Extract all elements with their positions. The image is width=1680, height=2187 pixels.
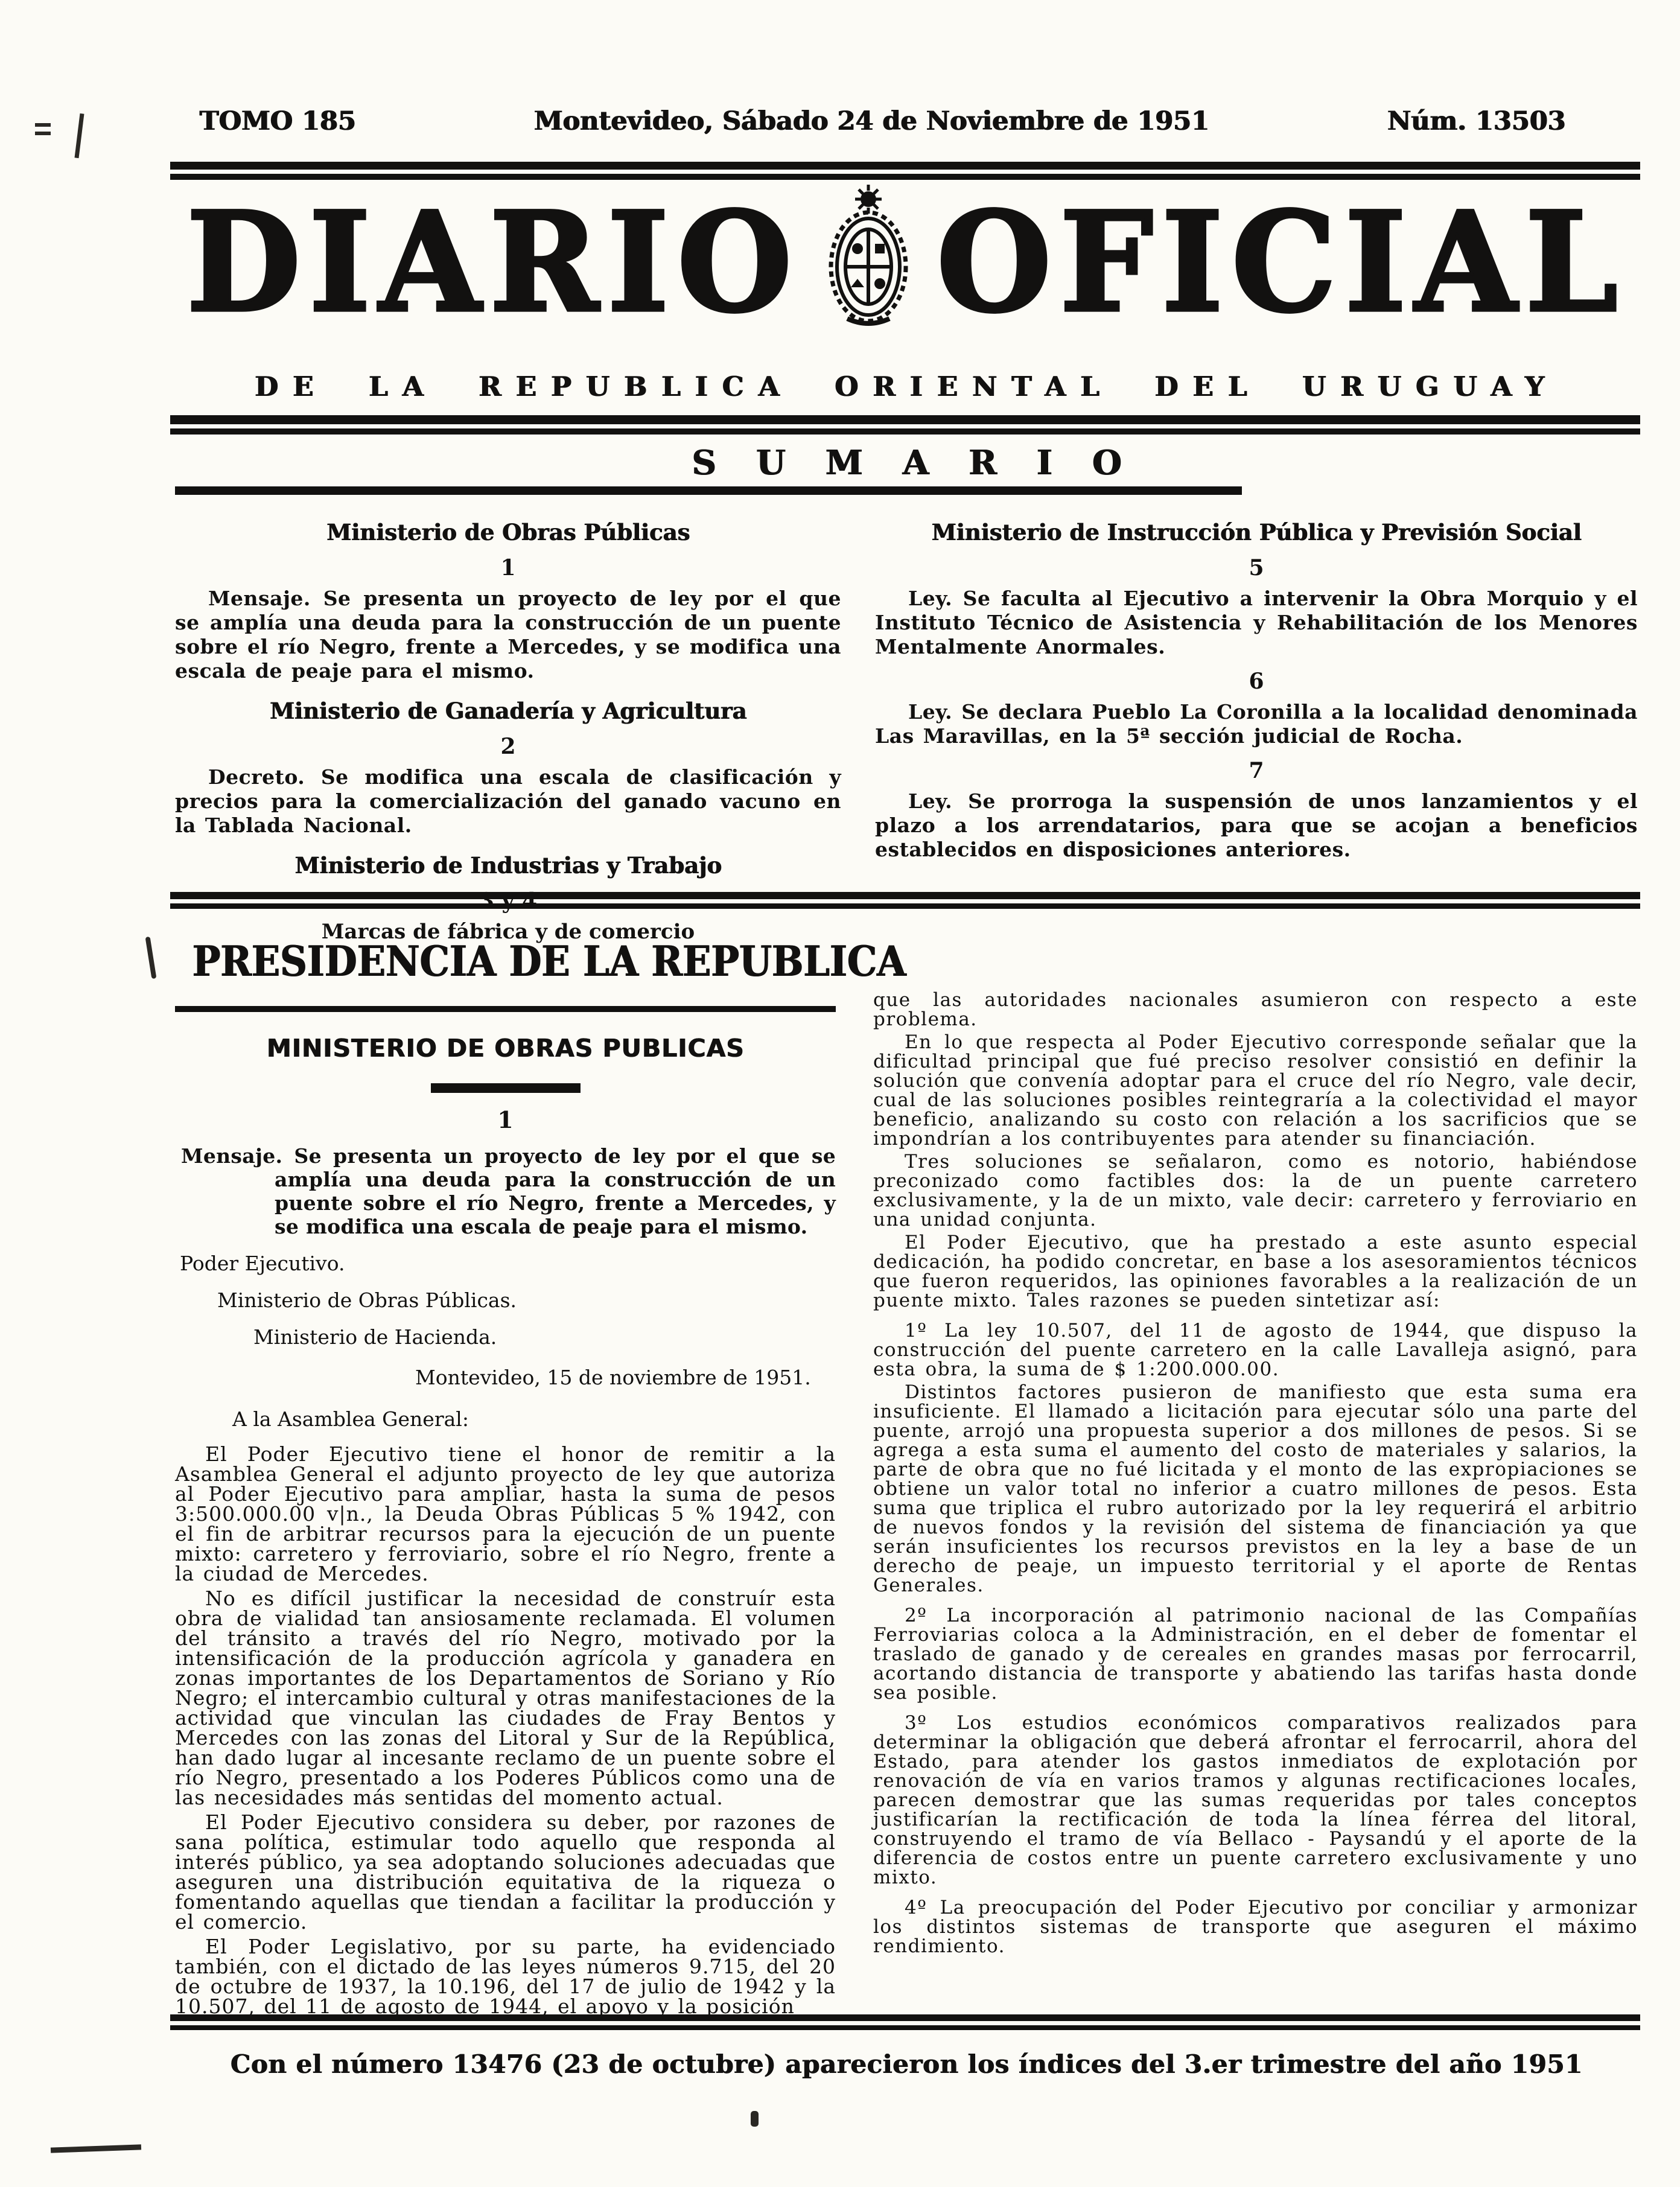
scan-artifact <box>145 937 157 979</box>
scan-artifact <box>751 2111 759 2127</box>
body-paragraph: El Poder Ejecutivo considera su deber, por razones de sana política, estimular todo aquello que responda al interés público, ya sea adoptando soluciones adecuadas que aseguren una distribución equitativa de la riqueza o fomentando aquellas que tiendan a facilitar la producción y el comercio. <box>175 1810 836 1934</box>
masthead-subtitle: DE LA REPUBLICA ORIENTAL DEL URUGUAY <box>254 371 1559 403</box>
summary-entry: Decreto. Se modifica una escala de clasificación y precios para la comercialización del ganado vacuno en la Tablada Nacional. <box>175 765 841 837</box>
horizontal-rule <box>175 486 1242 495</box>
presidencia-title: PRESIDENCIA DE LA REPUBLICA <box>192 937 906 987</box>
masthead-word-right: OFICIAL <box>937 182 1626 343</box>
masthead <box>175 182 1638 343</box>
tomo-label: TOMO 185 <box>199 106 356 136</box>
body-paragraph: No es difícil justificar la necesidad de construír esta obra de vialidad tan ansiosamente reclamada. El volumen del tránsito a través del río Negro, motivado por la intensificación de la producción agrícola y ganadera en zonas importantes de los Departamentos de Soriano y Río Negro; el intercambio cultural y otras manifestaciones de la actividad que vinculan las ciudades de Fray Bentos y Mercedes con las zonas del Litoral y Sur de la República, han dado lugar al incesante reclamo de un puente sobre el río Negro, presentado a los Poderes Públicos como una de las necesidades más sentidas del momento actual. <box>175 1587 836 1809</box>
signature-line: Poder Ejecutivo. <box>180 1252 345 1275</box>
body-paragraph: 2º La incorporación al patrimonio nacional de las Compañías Ferroviarias coloca a la Administración, en el deber de fomentar el traslado de ganado y de cereales en grandes masas por ferrocarril, acortando distancia de transporte y abatiendo las tarifas hasta donde sea posible. <box>873 1605 1638 1704</box>
summary-entry: Ley. Se faculta al Ejecutivo a intervenir la Obra Morquio y el Instituto Técnico de Asistencia y Rehabilitación de los Menores Mentalmente Anormales. <box>875 587 1638 658</box>
horizontal-rule <box>170 415 1640 435</box>
entry-number: 6 <box>1249 669 1264 694</box>
masthead-word-left: DIARIO <box>186 182 801 343</box>
scan-artifact <box>35 123 51 127</box>
entry-number: 3 y 4 <box>479 888 538 914</box>
summary-entry: Marcas de fábrica y de comercio <box>321 920 695 944</box>
summary-entry: Ley. Se declara Pueblo La Coronilla a la localidad denominada Las Maravillas, en la 5ª sección judicial de Rocha. <box>875 700 1638 748</box>
issue-date: Montevideo, Sábado 24 de Noviembre de 1951 <box>533 106 1209 136</box>
mensaje-paragraph: Mensaje. Se presenta un proyecto de ley por el que se amplía una deuda para la construcción de un puente sobre el río Negro, frente a Mercedes, y se modifica una escala de peaje para el mismo. <box>181 1144 836 1238</box>
entry-number: 1 <box>500 555 516 581</box>
entry-number: 2 <box>500 734 516 759</box>
sumario-section <box>175 513 1638 944</box>
ministry-title: MINISTERIO DE OBRAS PUBLICAS <box>266 1034 745 1063</box>
dateline: Montevideo, 15 de noviembre de 1951. <box>415 1366 811 1389</box>
body-paragraph: Tres soluciones se señalaron, como es notorio, habiéndose preconizado como factibles dos: la de un puente carretero exclusivamente, y la de un mixto, vale decir: carretero y ferroviario en una unidad conjunta. <box>873 1151 1638 1230</box>
entry-number: 5 <box>1249 555 1264 581</box>
uruguay-coat-of-arms-icon <box>821 183 916 333</box>
ministry-heading: Ministerio de Industrias y Trabajo <box>294 852 722 879</box>
summary-entry: Ley. Se prorroga la suspensión de unos lanzamientos y el plazo a los arrendatarios, para que se acojan a beneficios establecidos en disposiciones anteriores. <box>875 789 1638 861</box>
column-gap <box>836 932 873 2013</box>
issue-number: Núm. 13503 <box>1387 106 1565 136</box>
entry-number: 7 <box>1249 758 1264 783</box>
signature-line: Ministerio de Hacienda. <box>253 1325 497 1349</box>
body-paragraph: En lo que respecta al Poder Ejecutivo corresponde señalar que la dificultad principal que fué preciso resolver consistió en definir la solución que convenía adoptar para el cruce del río Negro, vale decir, cual de las soluciones posibles reintegraría a la colectividad el mayor beneficio, analizando su costo con relación a los sacrificios que se impondrían a los contribuyentes para atender su financiación. <box>873 1031 1638 1150</box>
horizontal-rule <box>431 1083 581 1093</box>
item-number: 1 <box>497 1106 514 1133</box>
body-paragraph: El Poder Ejecutivo tiene el honor de remitir a la Asamblea General el adjunto proyecto de ley que autoriza al Poder Ejecutivo para ampliar, hasta la suma de pesos 3:500.000.00 v|n., la Deuda Obras Públicas 5 % 1942, con el fin de arbitrar recursos para la ejecución de un puente mixto: carretero y ferroviario, sobre el río Negro, frente a la ciudad de Mercedes. <box>175 1442 836 1585</box>
scan-artifact <box>51 2144 141 2153</box>
footer-note: Con el número 13476 (23 de octubre) aparecieron los índices del 3.er trimestre del año 1951 <box>230 2049 1583 2079</box>
signature-line: Ministerio de Obras Públicas. <box>217 1288 517 1312</box>
sumario-column-left <box>175 513 869 944</box>
horizontal-rule <box>175 1006 836 1012</box>
salutation: A la Asamblea General: <box>232 1407 469 1431</box>
body-paragraph: Distintos factores pusieron de manifiesto que esta suma era insuficiente. El llamado a licitación para ejecutar sólo una parte del puente, arrojó una propuesta superior a dos millones de pesos. Si se agrega a esta suma el aumento del costo de materiales y salarios, la parte de obra que no fué licitada y el monto de las expropiaciones se obtiene un valor total no inferior a cuatro millones de pesos. Esta suma que triplica el rubro autorizado por la ley requerirá el arbitrio de nuevos fondos y la revisión del sistema de financiación ya que serán insuficientes los recursos previstos en la ley a base de un derecho de peaje, un impuesto territorial y el aporte de Rentas Generales. <box>873 1381 1638 1596</box>
horizontal-rule <box>170 892 1640 909</box>
article-section <box>175 932 1638 2018</box>
article-column-left <box>175 932 906 2018</box>
sumario-column-right <box>869 513 1638 881</box>
ministry-heading: Ministerio de Obras Públicas <box>326 519 690 546</box>
scan-artifact <box>75 113 84 158</box>
horizontal-rule <box>170 162 1640 180</box>
body-paragraph: El Poder Ejecutivo, que ha prestado a este asunto especial dedicación, ha podido concretar, en base a los asesoramientos técnicos que fueron requeridos, las opiniones favorables a la realización de un puente mixto. Tales razones se pueden sintetizar así: <box>873 1232 1638 1311</box>
horizontal-rule <box>170 2014 1640 2030</box>
summary-entry: Mensaje. Se presenta un proyecto de ley por el que se amplía una deuda para la construcción de un puente sobre el río Negro, frente a Mercedes, y se modifica una escala de peaje para el mismo. <box>175 587 841 683</box>
article-column-right <box>873 932 1638 2013</box>
ministry-heading: Ministerio de Instrucción Pública y Previsión Social <box>931 519 1582 546</box>
ministry-heading: Ministerio de Ganadería y Agricultura <box>269 698 747 724</box>
body-paragraph: El Poder Legislativo, por su parte, ha evidenciado también, con el dictado de las leyes números 9.715, del 20 de octubre de 1937, la 10.196, del 17 de julio de 1942 y la 10.507, del 11 de agosto de 1944, el apoyo y la posición <box>175 1935 836 2018</box>
body-paragraph: 1º La ley 10.507, del 11 de agosto de 1944, que dispuso la construcción del puente carretero en la calle Lavalleja asignó, para esta obra, la suma de $ 1:200.000.00. <box>873 1320 1638 1380</box>
body-paragraph: 3º Los estudios económicos comparativos realizados para determinar la obligación que deberá afrontar el ferrocarril, ahora del Estado, para atender los gastos inmediatos de explotación por renovación de vía en varios tramos y algunas rectificaciones locales, parecen demostrar que las sumas requeridas por tales conceptos justificarían la rectificación de toda la línea férrea del litoral, construyendo el tramo de vía Bellaco - Paysandú y el aporte de la diferencia de costos entre un puente carretero exclusivamente y uno mixto. <box>873 1712 1638 1888</box>
body-paragraph: que las autoridades nacionales asumieron con respecto a este problema. <box>873 989 1638 1030</box>
body-paragraph: 4º La preocupación del Poder Ejecutivo por conciliar y armonizar los distintos sistemas de transporte que aseguren el máximo rendimiento. <box>873 1897 1638 1957</box>
issue-info-bar <box>199 106 1565 136</box>
sumario-title: SUMARIO <box>691 443 1162 483</box>
